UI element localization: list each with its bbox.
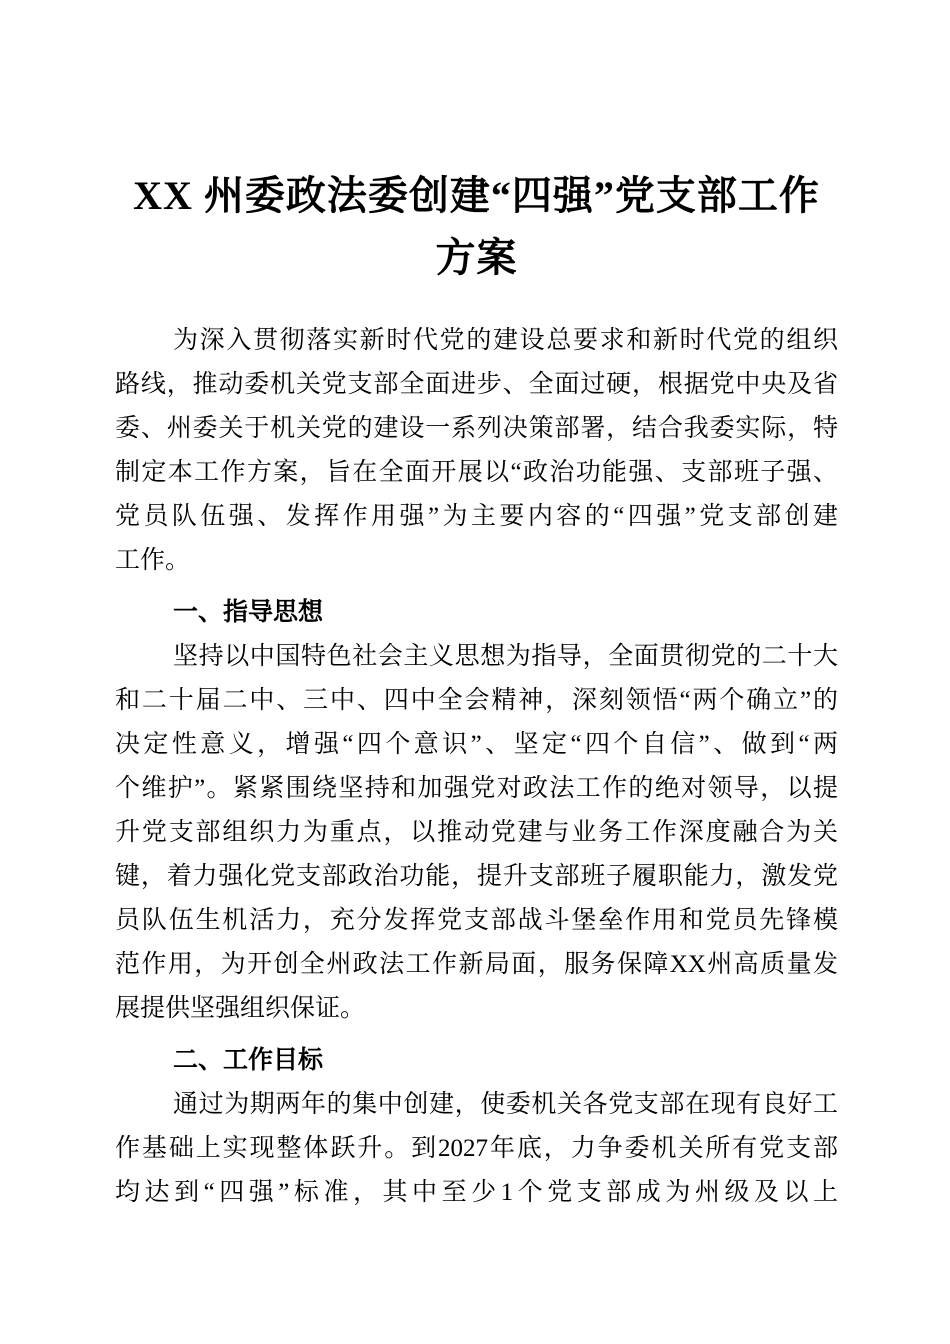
text-line: 制定本工作方案，旨在全面开展以“政治功能强、支部班子强、	[115, 459, 838, 486]
text-line: 展提供坚强组织保证。	[115, 995, 366, 1022]
text-line: 员队伍生机活力，充分发挥党支部战斗堡垒作用和党员先锋模	[115, 907, 838, 934]
text-line: 个维护”。紧紧围绕坚持和加强党对政法工作的绝对领导，以提	[115, 775, 838, 802]
paragraph-guiding-ideology	[115, 635, 838, 1031]
heading-work-goals: 二、工作目标	[173, 1047, 324, 1074]
paragraph-intro	[115, 319, 838, 583]
text-line: 键，着力强化党支部政治功能，提升支部班子履职能力，激发党	[115, 863, 838, 890]
text-line: 均达到“四强”标准，其中至少1个党支部成为州级及以上	[115, 1179, 838, 1206]
text-line: 党员队伍强、发挥作用强”为主要内容的“四强”党支部创建	[115, 503, 838, 530]
text-line: 升党支部组织力为重点，以推动党建与业务工作深度融合为关	[115, 819, 838, 846]
text-line: 通过为期两年的集中创建，使委机关各党支部在现有良好工	[173, 1091, 838, 1118]
text-line: 为深入贯彻落实新时代党的建设总要求和新时代党的组织	[173, 327, 838, 354]
text-line: 委、州委关于机关党的建设一系列决策部署，结合我委实际，特	[115, 415, 838, 442]
title-line-2: 方案	[435, 235, 518, 280]
text-line: 和二十届二中、三中、四中全会精神，深刻领悟“两个确立”的	[115, 687, 838, 714]
text-line: 决定性意义，增强“四个意识”、坚定“四个自信”、做到“两	[115, 731, 838, 758]
document-title	[115, 165, 838, 289]
title-line-1: XX 州委政法委创建“四强”党支部工作	[133, 173, 820, 218]
text-line: 作基础上实现整体跃升。到2027年底，力争委机关所有党支部	[115, 1135, 838, 1162]
text-line: 范作用，为开创全州政法工作新局面，服务保障XX州高质量发	[115, 951, 838, 978]
heading-guiding-ideology: 一、指导思想	[173, 599, 324, 626]
paragraph-work-goals	[115, 1083, 838, 1215]
text-line: 坚持以中国特色社会主义思想为指导，全面贯彻党的二十大	[173, 643, 838, 670]
text-line: 路线，推动委机关党支部全面进步、全面过硬，根据党中央及省	[115, 371, 838, 398]
text-line: 工作。	[115, 547, 191, 574]
